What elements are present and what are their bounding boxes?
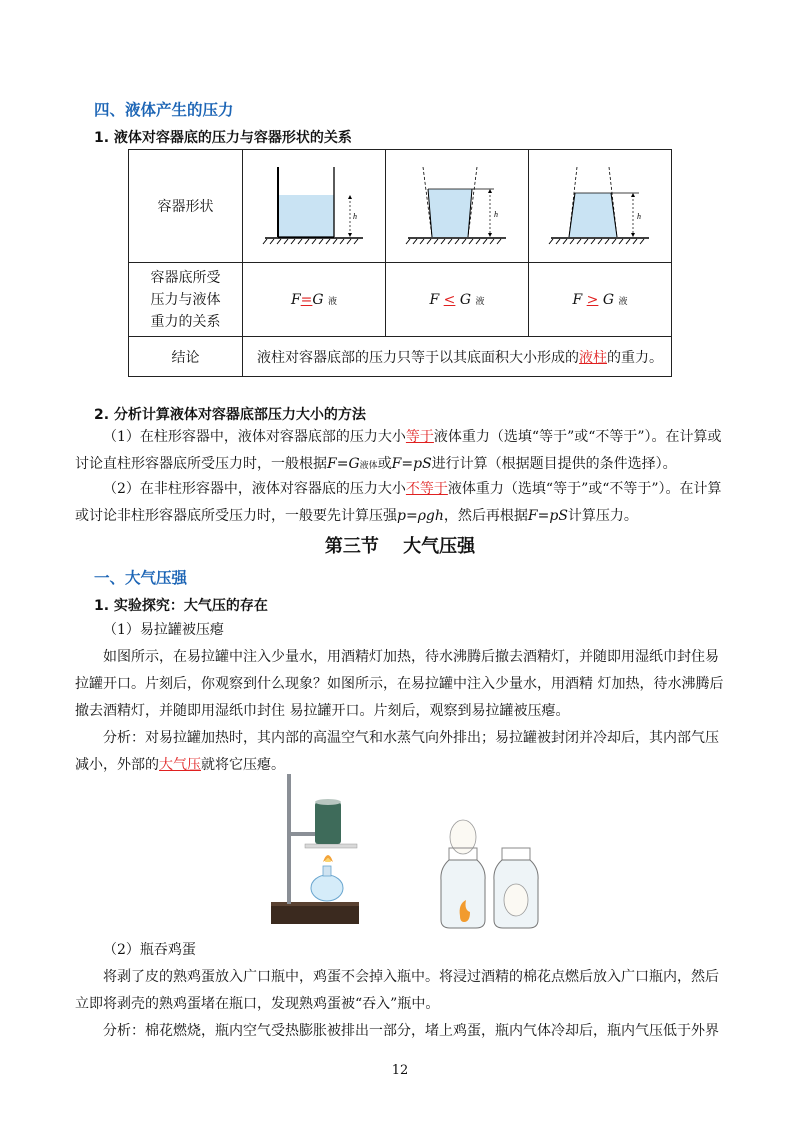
text: 进行计算（根据题目提供的条件选择）。	[431, 456, 677, 472]
row-label-relation	[129, 263, 243, 337]
text: （2）在非柱形容器中，液体对容器底的压力大小	[103, 481, 406, 497]
row-label-conclusion: 结论	[129, 337, 243, 377]
text: ，然后再根据	[443, 508, 528, 524]
conclusion-pre: 液柱对容器底部的压力只等于以其底面积大小形成的	[257, 349, 579, 366]
section-a-heading: 一、大气压强	[94, 569, 188, 587]
text: （1）在柱形容器中，液体对容器底部的压力大小	[103, 429, 406, 445]
egg-description: 将剥了皮的熟鸡蛋放入广口瓶中，鸡蛋不会掉入瓶中。将浸过酒精的棉花点燃后放入广口瓶内，然后立即将剥壳的熟鸡蛋堵在瓶口，发现熟鸡蛋被“吞入”瓶中。	[75, 969, 719, 1012]
can-heating-illustration	[265, 772, 365, 930]
section-title: 第三节 大气压强	[324, 536, 476, 557]
item1-heading: 1. 液体对容器底的压力与容器形状的关系	[94, 130, 352, 146]
formula-g: G	[602, 291, 615, 308]
formula-subscript: 液	[475, 296, 485, 307]
height-label: h	[494, 210, 498, 219]
relation-narrowing	[529, 263, 672, 337]
conclusion-answer: 液柱	[579, 349, 607, 366]
formula: F=pS	[527, 508, 568, 524]
answer-blank: 等于	[405, 429, 434, 445]
formula-subscript: 液	[328, 296, 338, 307]
page-number: 12	[391, 1063, 409, 1078]
fig-cylinder-container	[243, 150, 386, 263]
formula-f: F	[572, 291, 583, 308]
height-label: h	[637, 212, 641, 221]
fig-widening-container	[386, 150, 529, 263]
formula-operator: <	[443, 291, 456, 308]
relation-label-line: 容器底所受	[150, 269, 221, 286]
pressure-relation-table	[128, 149, 672, 377]
formula: F=G	[327, 456, 360, 472]
row-label-shape: 容器形状	[129, 150, 243, 263]
relation-label-line: 重力的关系	[150, 313, 221, 330]
conclusion-text	[243, 337, 672, 377]
can-analysis	[75, 725, 727, 779]
text: 就将它压瘪。	[201, 757, 285, 773]
egg-analysis: 分析：棉花燃烧，瓶内空气受热膨胀被排出一部分，堵上鸡蛋，瓶内气体冷却后，瓶内气压低于外界	[103, 1023, 719, 1039]
text: 分析：对易拉罐加热时，其内部的高温空气和水蒸气向外排出；易拉罐被封闭并冷却后，其内部气压减小，外部的	[75, 730, 719, 773]
text: 液体重力（选填“等于”或“不等于”）。在计算或讨论直柱形容器底所受压力时，一般根据	[75, 429, 722, 472]
can-description: 如图所示，在易拉罐中注入少量水，用酒精灯加热，待水沸腾后撤去酒精灯，并随即用湿纸巾封住易拉罐开口。片刻后，你观察到什么现象？如图所示，在易拉罐中注入少量水，用酒精 灯加热，待水沸腾后撤去酒精灯，并随即用湿纸巾封住 易拉罐开口。片刻后，观察到易拉罐被压瘪。	[75, 649, 724, 719]
text: 或	[377, 456, 392, 472]
formula-f: F	[290, 291, 301, 308]
answer-blank: 不等于	[405, 481, 448, 497]
formula-g: G	[459, 291, 472, 308]
text: 计算压力。	[567, 508, 638, 524]
relation-label-line: 压力与液体	[150, 291, 221, 308]
formula-g: G	[312, 291, 324, 308]
height-label: h	[353, 212, 357, 221]
item2-paragraph-1	[75, 424, 727, 480]
formula-operator: >	[586, 291, 599, 308]
relation-cylinder	[243, 263, 386, 337]
can-label: （1）易拉罐被压瘪	[103, 622, 224, 638]
egg-jar-illustration	[436, 816, 546, 932]
formula: F=pS	[391, 456, 432, 472]
fig-narrowing-container	[529, 150, 672, 263]
text: 液体重力（选填“等于”或“不等于”）。在计算或讨论非柱形容器底所受压力时，一般要先计算压强	[75, 481, 722, 524]
formula: p=ρgh	[397, 508, 444, 524]
item2-paragraph-2	[75, 476, 727, 530]
formula-operator: =	[300, 291, 313, 308]
item2-heading: 2. 分析计算液体对容器底部压力大小的方法	[94, 407, 366, 423]
conclusion-post: 的重力。	[607, 349, 663, 366]
formula-subscript: 液	[618, 296, 628, 307]
answer-blank: 大气压	[159, 757, 201, 773]
relation-widening	[386, 263, 529, 337]
formula-subscript: 液体	[359, 461, 378, 471]
egg-label: （2）瓶吞鸡蛋	[103, 942, 196, 958]
section4-heading: 四、液体产生的压力	[94, 101, 234, 119]
formula-f: F	[429, 291, 440, 308]
experiment-heading: 1. 实验探究：大气压的存在	[94, 598, 268, 614]
